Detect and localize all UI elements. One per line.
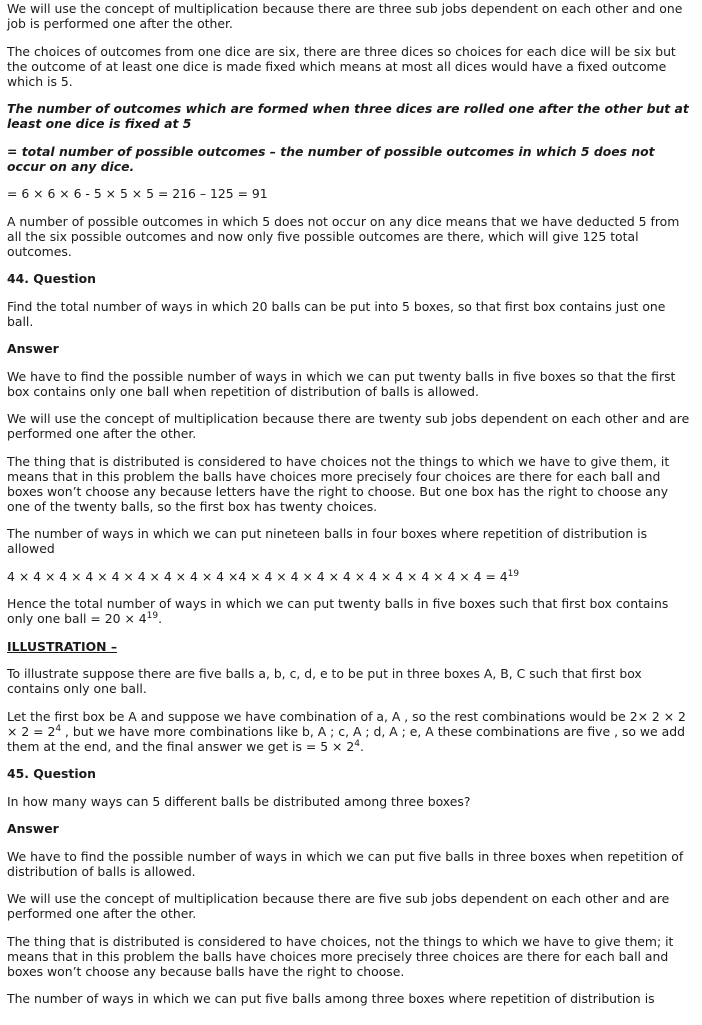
paragraph: The thing that is distributed is considered to have choices not the things to which we have to give them, it means that in this problem the balls have choices more precisely four choices are there for each ball and boxes won’t choose any because letters have the right to choose. But one box has the right to choose any one of the twenty balls, so the first box has twenty choices.: [7, 453, 670, 514]
paragraph-text: .: [158, 611, 163, 626]
paragraph: We have to find the possible number of ways in which we can put twenty balls in five boxes so that the first box contains only one ball when repetition of distribution of balls is allowed.: [7, 368, 676, 399]
paragraph-text: Let the first box be A and suppose we have combination of a, A , so the rest combinations would be 2× 2 × 2 × 2 = 2: [7, 708, 686, 739]
question-heading-44: 44. Question: [7, 271, 96, 286]
paragraph: The thing that is distributed is considered to have choices, not the things to which we have to give them; it means that in this problem the balls have choices more precisely three choices are there for each ball and boxes won’t choose any because balls have the right to choose.: [7, 933, 674, 979]
bold-statement: = total number of possible outcomes – the number of possible outcomes in which 5 does not occur on any dice.: [7, 143, 655, 174]
equation-text: 4 × 4 × 4 × 4 × 4 × 4 × 4 × 4 × 4 ×4 × 4 × 4 × 4 × 4 × 4 × 4 × 4 × 4 × 4 = 4: [7, 568, 508, 584]
equation: [7, 569, 695, 584]
equation: = 6 × 6 × 6 - 5 × 5 × 5 = 216 – 125 = 91: [7, 186, 268, 201]
question-text-45: In how many ways can 5 different balls be distributed among three boxes?: [7, 793, 471, 809]
paragraph: To illustrate suppose there are five balls a, b, c, d, e to be put in three boxes A, B, C such that first box contains only one ball.: [7, 666, 642, 696]
bold-statement: The number of outcomes which are formed when three dices are rolled one after the other but at least one dice is fixed at 5: [7, 101, 689, 131]
paragraph: We have to find the possible number of ways in which we can put five balls in three boxes when repetition of distribution of balls is allowed.: [7, 848, 684, 879]
paragraph: We will use the concept of multiplication because there are three sub jobs dependent on each other and one job is performed one after the other.: [7, 1, 683, 31]
paragraph: The number of ways in which we can put nineteen balls in four boxes where repetition of distribution is allowed: [7, 526, 648, 556]
question-heading-45: 45. Question: [7, 766, 96, 781]
exponent: 19: [507, 568, 520, 579]
paragraph-text: , but we have more combinations like b, A ; c, A ; d, A ; e, A these combinations are five , so we add them at the end, and the final answer we get is = 5 × 2: [7, 723, 685, 754]
paragraph-text: .: [359, 738, 364, 754]
paragraph: [7, 596, 695, 626]
answer-label: Answer: [7, 341, 59, 356]
paragraph: The choices of outcomes from one dice are six, there are three dices so choices for each dice will be six but the outcome of at least one dice is made fixed which means at most all dices would have a fixed outcome which is 5.: [7, 43, 676, 89]
paragraph: The number of ways in which we can put five balls among three boxes where repetition of distribution is: [7, 991, 655, 1006]
question-text-44: Find the total number of ways in which 20 balls can be put into 5 boxes, so that first box contains just one ball.: [7, 298, 666, 329]
illustration-heading: ILLUSTRATION –: [7, 638, 118, 654]
paragraph: [7, 709, 695, 754]
paragraph: A number of possible outcomes in which 5 does not occur on any dice means that we have deducted 5 from all the six possible outcomes and now only five possible outcomes are there, which will give 125 total outcomes.: [7, 213, 680, 259]
paragraph: We will use the concept of multiplication because there are twenty sub jobs dependent on each other and are performed one after the other.: [7, 411, 690, 441]
exponent: 4: [354, 738, 360, 749]
exponent: 19: [146, 610, 159, 621]
document-page: [0, 1, 702, 1006]
exponent: 4: [55, 723, 62, 734]
answer-label: Answer: [7, 821, 59, 836]
paragraph-text: Hence the total number of ways in which we can put twenty balls in five boxes such that first box contains only one ball = 20 × 4: [7, 596, 669, 626]
paragraph: We will use the concept of multiplication because there are five sub jobs dependent on each other and are performed one after the other.: [7, 891, 670, 921]
